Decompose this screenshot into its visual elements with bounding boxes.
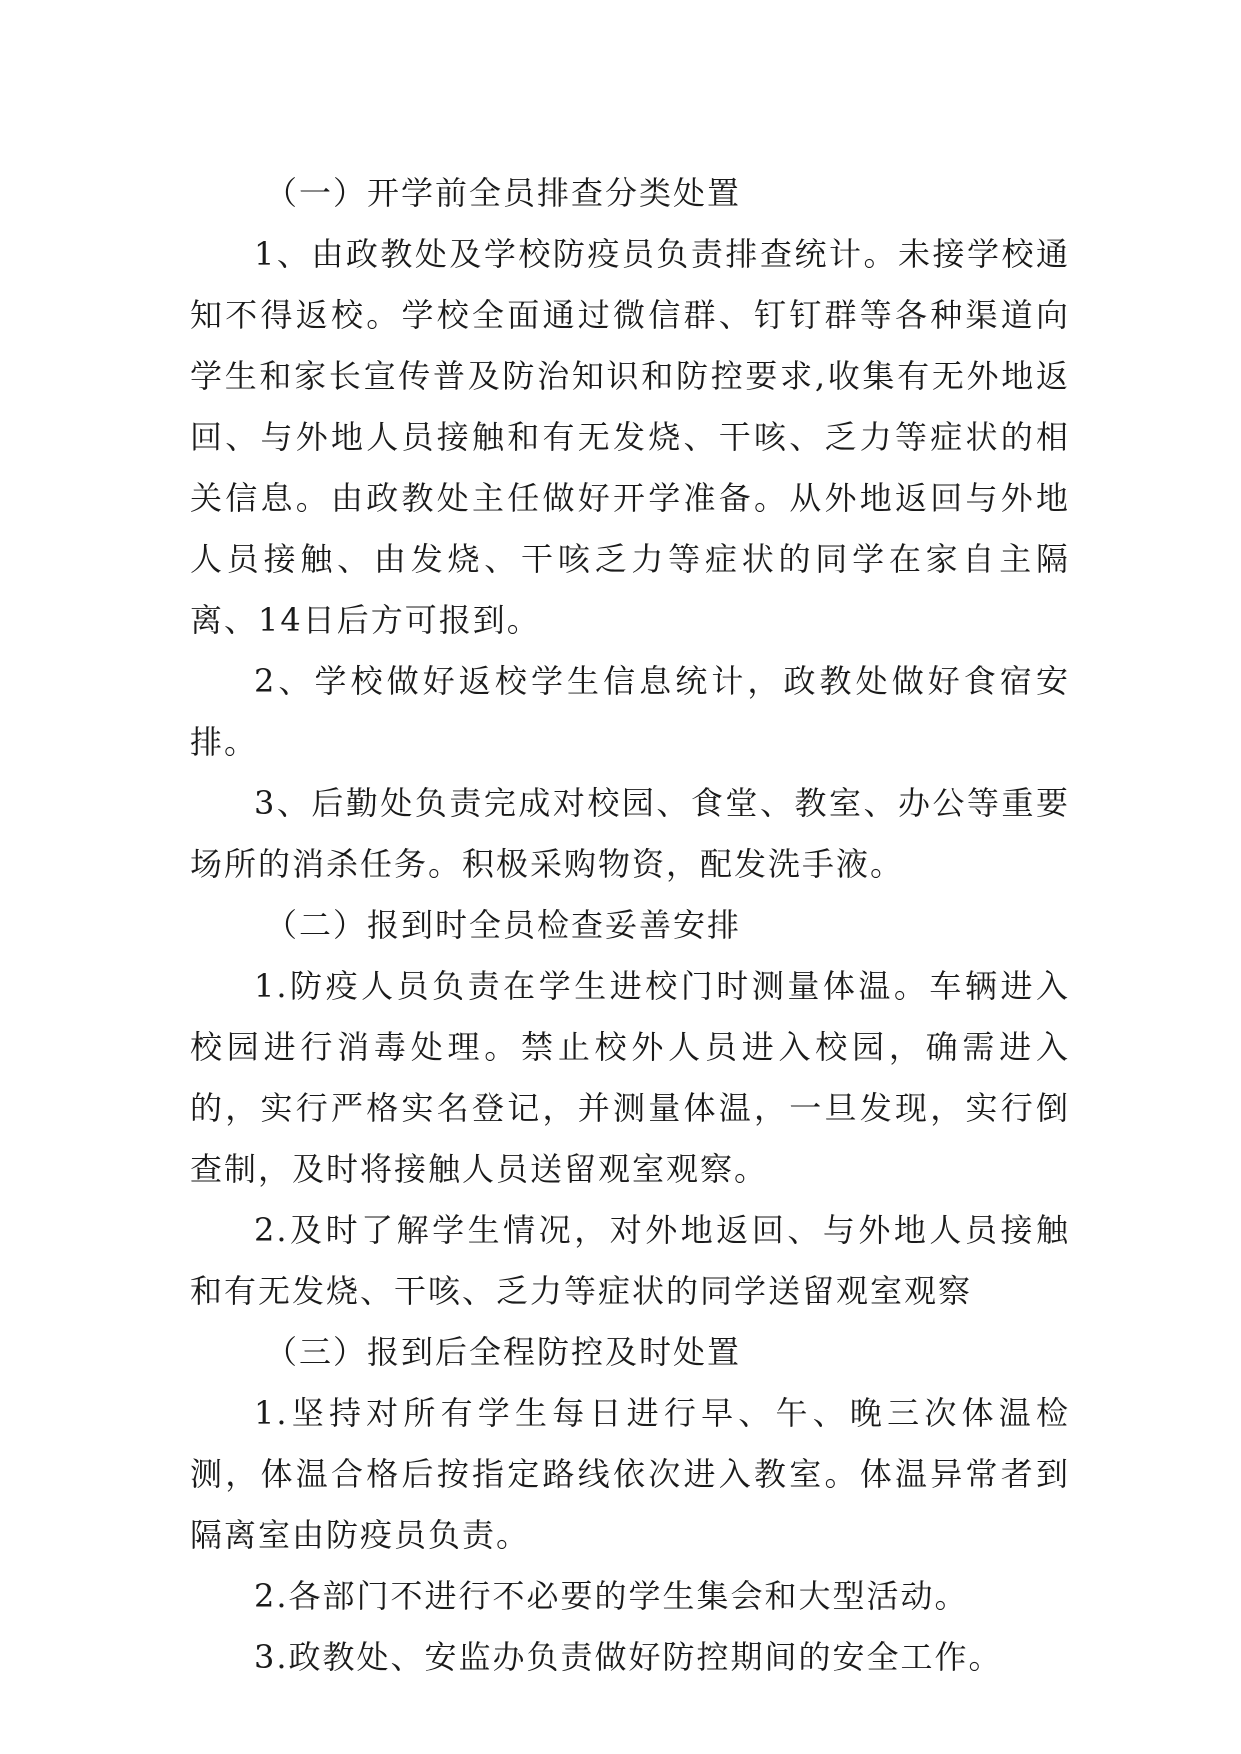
paragraph: 1、由政教处及学校防疫员负责排查统计。未接学校通知不得返校。学校全面通过微信群、钉钉群等各种渠道向学生和家长宣传普及防治知识和防控要求,收集有无外地返回、与外地人员接触和有无发烧、干咳、乏力等症状的相关信息。由政教处主任做好开学准备。从外地返回与外地人员接触、由发烧、干咳乏力等症状的同学在家自主隔离、14日后方可报到。 <box>190 235 1070 639</box>
paragraph: 3、后勤处负责完成对校园、食堂、教室、办公等重要场所的消杀任务。积极采购物资，配发洗手液。 <box>190 784 1070 883</box>
paragraph: 1.防疫人员负责在学生进校门时测量体温。车辆进入校园进行消毒处理。禁止校外人员进入校园，确需进入的，实行严格实名登记，并测量体温，一旦发现，实行倒查制，及时将接触人员送留观室观察。 <box>190 967 1070 1188</box>
paragraph: 2.及时了解学生情况，对外地返回、与外地人员接触和有无发烧、干咳、乏力等症状的同学送留观室观察 <box>190 1211 1070 1310</box>
section-heading: （一）开学前全员排查分类处置 <box>265 174 742 212</box>
paragraph: 3.政教处、安监办负责做好防控期间的安全工作。 <box>254 1638 1003 1676</box>
section-heading: （三）报到后全程防控及时处置 <box>265 1333 742 1371</box>
paragraph: 2.各部门不进行不必要的学生集会和大型活动。 <box>254 1577 969 1615</box>
section-heading: （二）报到时全员检查妥善安排 <box>265 906 742 944</box>
document-body <box>190 163 1070 1688</box>
paragraph: 1.坚持对所有学生每日进行早、午、晚三次体温检测，体温合格后按指定路线依次进入教室。体温异常者到隔离室由防疫员负责。 <box>190 1394 1070 1554</box>
paragraph: 2、学校做好返校学生信息统计，政教处做好食宿安排。 <box>190 662 1070 761</box>
